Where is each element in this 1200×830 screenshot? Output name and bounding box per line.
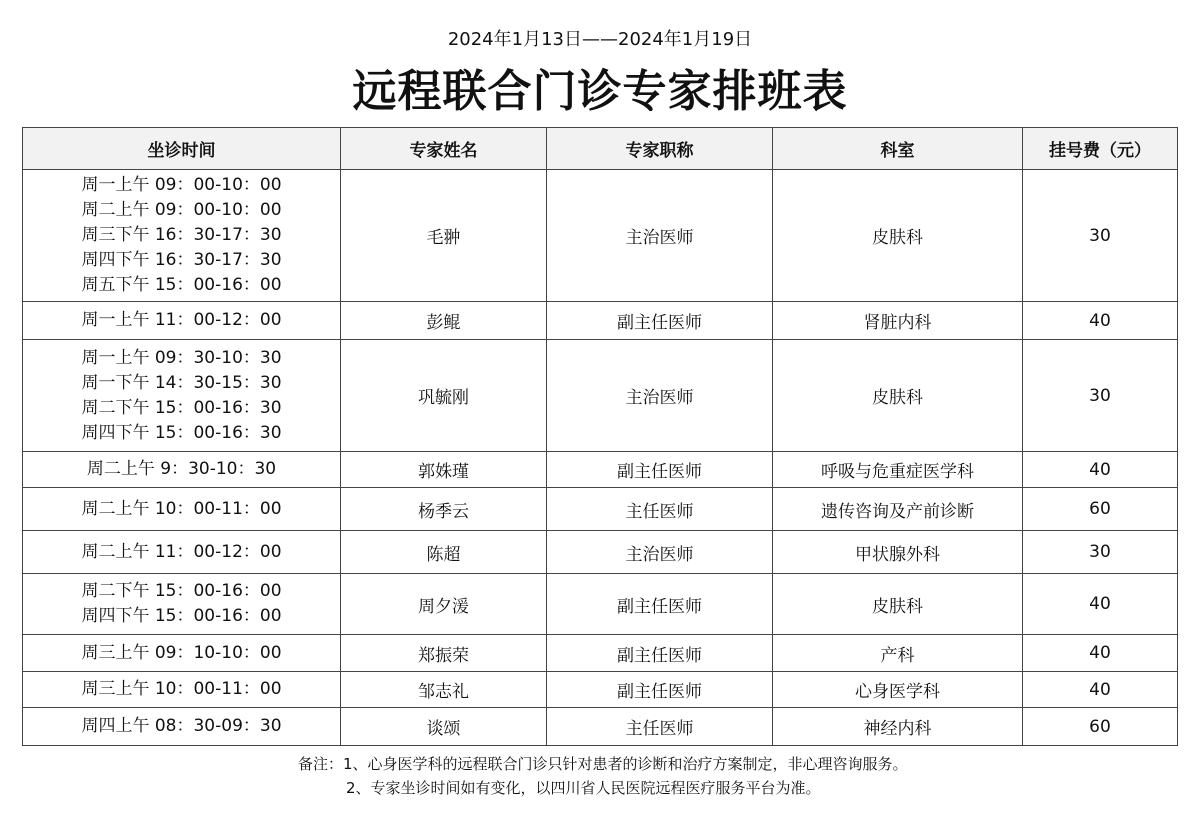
time-slot: 周一上午 09：30-10：30 <box>81 347 282 368</box>
time-slot: 周三上午 10：00-11：00 <box>81 679 282 699</box>
column-header-fee: 挂号费（元） <box>1023 128 1178 170</box>
table-row <box>23 340 1178 452</box>
title-cell: 主治医师 <box>547 170 773 302</box>
time-cell <box>23 672 341 708</box>
name-cell: 巩毓刚 <box>341 340 547 452</box>
time-cell <box>23 708 341 746</box>
dept-cell: 皮肤科 <box>773 574 1023 635</box>
schedule-table <box>22 127 1178 746</box>
fee-cell: 40 <box>1023 672 1178 708</box>
note-line: 2、专家坐诊时间如有变化，以四川省人民医院远程医疗服务平台为准。 <box>346 779 821 797</box>
time-cell <box>23 531 341 574</box>
table-row <box>23 708 1178 746</box>
fee-cell: 40 <box>1023 302 1178 340</box>
time-cell <box>23 488 341 531</box>
fee-cell: 60 <box>1023 708 1178 746</box>
time-slot: 周一下午 14：30-15：30 <box>81 372 282 393</box>
table-row <box>23 635 1178 672</box>
time-cell <box>23 635 341 672</box>
time-cell <box>23 302 341 340</box>
time-cell <box>23 452 341 488</box>
time-slot: 周二下午 15：00-16：00 <box>81 581 282 601</box>
time-slot: 周四下午 16：30-17：30 <box>81 250 282 270</box>
table-row <box>23 170 1178 302</box>
time-slot: 周二上午 10：00-11：00 <box>81 498 282 519</box>
time-cell <box>23 170 341 302</box>
name-cell: 邹志礼 <box>341 672 547 708</box>
time-slot: 周一上午 09：00-10：00 <box>81 175 282 195</box>
fee-cell: 40 <box>1023 452 1178 488</box>
time-slot: 周一上午 11：00-12：00 <box>81 310 282 330</box>
dept-cell: 皮肤科 <box>773 340 1023 452</box>
table-header-row <box>23 128 1178 170</box>
title-cell: 主任医师 <box>547 708 773 746</box>
fee-cell: 40 <box>1023 574 1178 635</box>
table-row <box>23 452 1178 488</box>
table-row <box>23 531 1178 574</box>
dept-cell: 心身医学科 <box>773 672 1023 708</box>
name-cell: 谈颂 <box>341 708 547 746</box>
column-header-name: 专家姓名 <box>341 128 547 170</box>
date-range: 2024年1月13日——2024年1月19日 <box>447 29 753 50</box>
title-cell: 副主任医师 <box>547 574 773 635</box>
name-cell: 郭姝瑾 <box>341 452 547 488</box>
fee-cell: 30 <box>1023 531 1178 574</box>
table-row <box>23 574 1178 635</box>
time-cell <box>23 340 341 452</box>
column-header-dept: 科室 <box>773 128 1023 170</box>
time-slot: 周四上午 08：30-09：30 <box>81 716 282 736</box>
time-slot: 周四下午 15：00-16：00 <box>81 606 282 626</box>
title-cell: 副主任医师 <box>547 452 773 488</box>
note-line: 备注：1、心身医学科的远程联合门诊只针对患者的诊断和治疗方案制定，非心理咨询服务。 <box>298 755 908 773</box>
table-row <box>23 302 1178 340</box>
dept-cell: 产科 <box>773 635 1023 672</box>
title-cell: 副主任医师 <box>547 672 773 708</box>
dept-cell: 肾脏内科 <box>773 302 1023 340</box>
page-title: 远程联合门诊专家排班表 <box>352 66 848 117</box>
name-cell: 周夕湲 <box>341 574 547 635</box>
name-cell: 郑振荣 <box>341 635 547 672</box>
time-slot: 周三下午 16：30-17：30 <box>81 225 282 245</box>
dept-cell: 呼吸与危重症医学科 <box>773 452 1023 488</box>
fee-cell: 40 <box>1023 635 1178 672</box>
time-slot: 周四下午 15：00-16：30 <box>81 422 282 443</box>
dept-cell: 神经内科 <box>773 708 1023 746</box>
time-slot: 周三上午 09：10-10：00 <box>81 642 282 663</box>
column-header-time: 坐诊时间 <box>23 128 341 170</box>
name-cell: 彭鲲 <box>341 302 547 340</box>
fee-cell: 30 <box>1023 170 1178 302</box>
name-cell: 杨季云 <box>341 488 547 531</box>
dept-cell: 皮肤科 <box>773 170 1023 302</box>
name-cell: 陈超 <box>341 531 547 574</box>
title-cell: 主任医师 <box>547 488 773 531</box>
title-cell: 副主任医师 <box>547 302 773 340</box>
title-cell: 主治医师 <box>547 531 773 574</box>
name-cell: 毛翀 <box>341 170 547 302</box>
time-slot: 周二上午 11：00-12：00 <box>81 541 282 562</box>
time-slot: 周五下午 15：00-16：00 <box>81 275 282 295</box>
time-slot: 周二上午 09：00-10：00 <box>81 200 282 220</box>
fee-cell: 60 <box>1023 488 1178 531</box>
title-cell: 主治医师 <box>547 340 773 452</box>
dept-cell: 遗传咨询及产前诊断 <box>773 488 1023 531</box>
dept-cell: 甲状腺外科 <box>773 531 1023 574</box>
time-slot: 周二上午 9：30-10：30 <box>86 459 277 479</box>
column-header-title: 专家职称 <box>547 128 773 170</box>
fee-cell: 30 <box>1023 340 1178 452</box>
time-slot: 周二下午 15：00-16：30 <box>81 397 282 418</box>
table-row <box>23 672 1178 708</box>
title-cell: 副主任医师 <box>547 635 773 672</box>
table-row <box>23 488 1178 531</box>
time-cell <box>23 574 341 635</box>
